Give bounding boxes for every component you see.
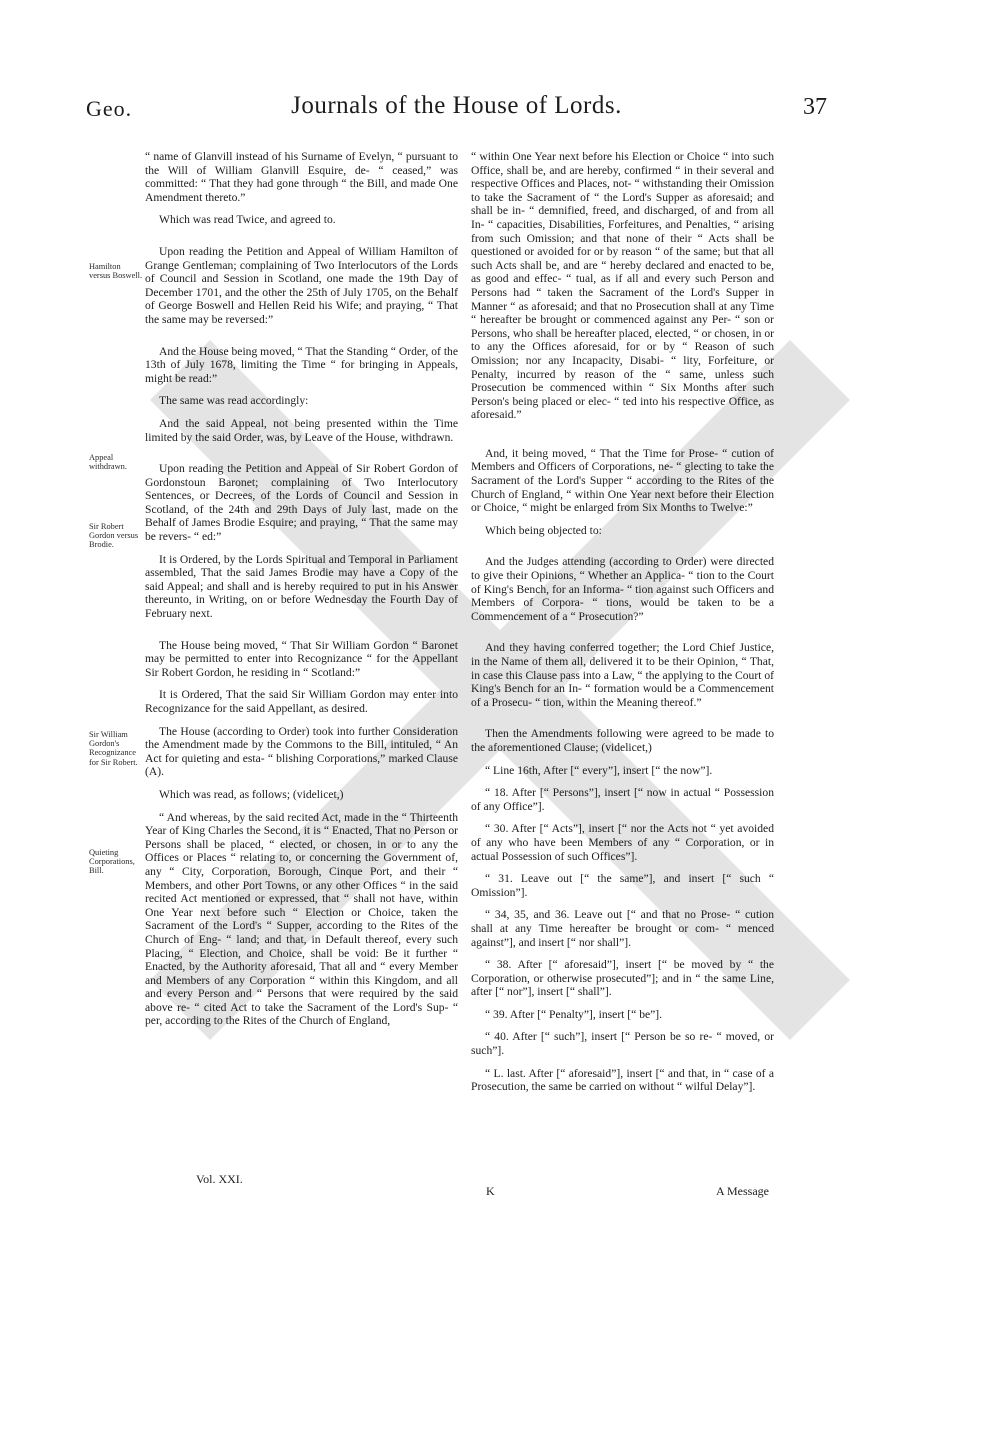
amendment: “ 34, 35, and 36. Leave out [“ and that no Prose- “ cution shall at any Time hereafter be brought or com- “ menced against”], and insert [“ nor shall”]. xyxy=(471,908,774,949)
margin-note-recognizance: Sir William Gordon's Recognizance for Sir Robert. xyxy=(89,730,138,767)
amendment: “ 31. Leave out [“ the same”], and insert [“ such “ Omission”]. xyxy=(471,872,774,899)
amendment: “ 39. After [“ Penalty”], insert [“ be”]. xyxy=(485,1007,663,1021)
paragraph: The House (according to Order) took into further Consideration the Amendment made by the Commons to the Bill, intituled, “ An Act for quieting and esta- “ blishing Corporations,” marked Clause (A). xyxy=(145,724,458,779)
paragraph: And, it being moved, “ That the Time for Prose- “ cution of Members and Officers of Corporations, ne- “ glecting to take the Sacrament of the Lord's Supper “ according to the Rites of the Church of England, “ within One Year next before their Election or Choice, “ might be enlarged from Six Months to Twelve:” xyxy=(471,446,774,515)
amendment: “ 40. After [“ such”], insert [“ Person be so re- “ moved, or such”]. xyxy=(471,1030,774,1058)
margin-note-gordon-brodie: Sir Robert Gordon versus Brodie. xyxy=(89,522,139,550)
signature-mark: K xyxy=(486,1184,495,1198)
paragraph: The House being moved, “ That Sir William Gordon “ Baronet may be permitted to enter into Recognizance “ for the Appellant Sir Robert Gordon, he residing in “ Scotland:” xyxy=(145,638,458,679)
paragraph: And they having conferred together; the Lord Chief Justice, in the Name of them all, delivered it to be their Opinion, “ That, in case this Clause pass into a Law, “ the applying to the Court of King's Bench for an In- “ formation would be a Commencement of a Prosecu- “ tion, within the Meaning thereof.” xyxy=(471,641,774,709)
page-number: 37 xyxy=(803,94,827,120)
paragraph: Which was read, as follows; (videlicet,) xyxy=(159,787,344,801)
page-header xyxy=(86,88,827,128)
margin-note-appeal-withdrawn: Appeal withdrawn. xyxy=(89,453,127,472)
paragraph: It is Ordered, That the said Sir William Gordon may enter into Recognizance for the said Appellant, as desired. xyxy=(145,688,458,715)
amendment: “ 18. After [“ Persons”], insert [“ now in actual “ Possession of any Office”]. xyxy=(471,786,774,813)
right-column xyxy=(471,150,774,1103)
left-column xyxy=(145,150,458,1037)
paragraph: “ And whereas, by the said recited Act, made in the “ Thirteenth Year of King Charles the Second, it is “ Enacted, That no Person or Persons shall be placed, “ elected, or chosen, in or to any the Offices or Places “ relating to, or concerning the Government of, any “ City, Corporation, Borough, Cinque Port, and their “ Members, and other Port Towns, or any other Offices “ in the said recited Act mentioned or expressed, that “ shall not have, within One Year next before such “ Election or Choice, taken the Sacrament of the Lord's “ Supper, according to the Rites of the Church of Eng- “ land; and that, in Default thereof, every such Placing, “ Election, and Choice, shall be void: Be it further “ Enacted, by the Authority aforesaid, That all and “ every Member and Members of any Corporation “ within this Kingdom, and all and every Person and “ Persons that were required by the said above re- “ cited Act to take the Sacrament of the Lord's Sup- “ per, according to the Rites of the Church of England, xyxy=(145,810,458,1028)
paragraph: Upon reading the Petition and Appeal of William Hamilton of Grange Gentleman; complaining of Two Interlocutors of the Lords of Council and Session in Scotland, one made the 19th Day of December 1701, and the other the 25th of July 1705, on the Behalf of George Boswell and Hellen Reid his Wife; and praying, “ That the same may be reversed:” xyxy=(145,244,458,326)
paragraph: Upon reading the Petition and Appeal of Sir Robert Gordon of Gordonstoun Baronet; complaining of Two Interlocutory Sentences, or Decrees, of the Lords of Council and Session in Scotland, of the 24th and 29th Days of July last, made on the Behalf of James Brodie Esquire; and praying, “ That the same may be revers- “ ed:” xyxy=(145,462,458,544)
paragraph: The same was read accordingly: xyxy=(159,394,309,408)
volume-signature: Vol. XXI. xyxy=(196,1172,243,1186)
header-reign: Geo. xyxy=(86,96,133,121)
paragraph: Which was read Twice, and agreed to. xyxy=(159,213,336,227)
paragraph: And the Judges attending (according to Order) were directed to give their Opinions, “ Whether an Applica- “ tion to the Court of King's Bench, for an Informa- “ tion against such Officers and Members of Corpora- “ tions, would be taken to be a Commencement of a “ Prosecution?” xyxy=(471,555,774,623)
header-title: Journals of the House of Lords. xyxy=(291,92,622,119)
amendment: “ L. last. After [“ aforesaid”], insert [“ and that, in “ case of a Prosecution, the same be carried on without “ wilful Delay”]. xyxy=(471,1066,774,1094)
paragraph: And the House being moved, “ That the Standing “ Order, of the 13th of July 1678, limiting the Time “ for bringing in Appeals, might be read:” xyxy=(145,344,458,385)
paragraph: Then the Amendments following were agreed to be made to the aforementioned Clause; (videlicet,) xyxy=(471,727,774,754)
paragraph: And the said Appeal, not being presented within the Time limited by the said Order, was, by Leave of the House, withdrawn. xyxy=(145,416,458,444)
paragraph: “ name of Glanvill instead of his Surname of Evelyn, “ pursuant to the Will of William Glanvill Esquire, de- “ ceased,” was committed: “ That they had gone through “ the Bill, and made One Amendment thereto.” xyxy=(145,150,458,204)
paragraph: Which being objected to: xyxy=(485,523,602,537)
margin-note-hamilton: Hamilton versus Boswell. xyxy=(89,262,143,281)
amendment: “ Line 16th, After [“ every”], insert [“ the now”]. xyxy=(485,763,713,777)
amendment: “ 38. After [“ aforesaid”], insert [“ be moved by “ the Corporation, or otherwise prosecuted”]; and in “ the same Line, after [“ nor”], insert [“ shall”]. xyxy=(471,958,774,999)
paragraph: “ within One Year next before his Election or Choice “ into such Office, shall be, and are hereby, confirmed “ in their several and respective Offices and Places, not- “ withstanding their Omission to take the Sacrament of “ the Lord's Supper as aforesaid; and shall be in- “ demnified, freed, and discharged, of and from all In- “ capacities, Disabilities, Forfeitures, and Penalties, “ arising from such Omission; and that none of their “ Acts shall be questioned or avoided for or by reason “ of the same; but that all such Acts shall be, and are “ hereby declared and enacted to be, as good and effec- “ tual, as if all and every such Person and Persons had “ taken the Sacrament of the Lord's Supper in Manner “ as aforesaid; and that no Prosecution shall at any Time “ hereafter be brought or commenced against any Per- “ son or Persons, who shall be hereafter placed, elected, “ or chosen, in or to any the Offices aforesaid, for or by “ Reason of such Omission; nor any Incapacity, Disabi- “ lity, Forfeiture, or Penalty, incurred by reason of the “ same, unless such Prosecution be commenced within “ Six Months after such Person's being placed or elec- “ ted into his respective Office, as aforesaid.” xyxy=(471,150,774,422)
catchword: A Message xyxy=(716,1184,769,1198)
margin-note-corporations-bill: Quieting Corporations, Bill. xyxy=(89,848,135,876)
paragraph: It is Ordered, by the Lords Spiritual and Temporal in Parliament assembled, That the said James Brodie may have a Copy of the said Appeal; and shall and is hereby required to put in his Answer thereunto, in Writing, on or before Wednesday the Fourth Day of February next. xyxy=(145,552,458,621)
amendment: “ 30. After [“ Acts”], insert [“ nor the Acts not “ yet avoided of any who have been Members of any “ Corporation, or in actual Possession of such Offices”]. xyxy=(471,822,774,863)
